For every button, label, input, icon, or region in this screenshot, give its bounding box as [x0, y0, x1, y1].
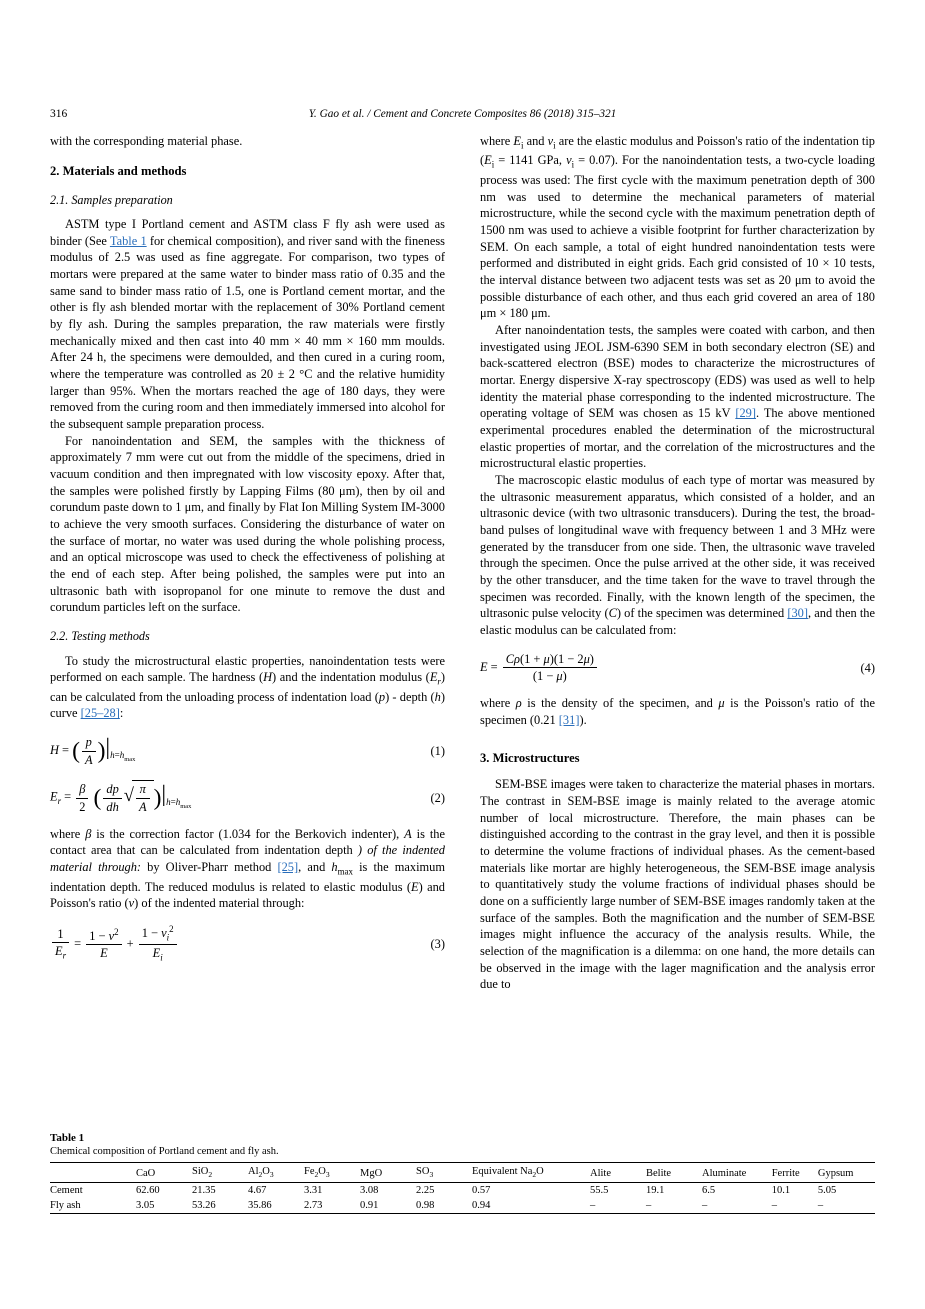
carryover-paragraph: with the corresponding material phase. [50, 134, 243, 148]
text-run: where [50, 826, 86, 841]
symbol-nu-i-sub: i [553, 140, 556, 151]
equation-4-number: (4) [860, 660, 875, 675]
text-run: To study the microstructural elastic properties, nanoindentation tests were performed on each sample. The hardness ( [50, 653, 445, 685]
table-cell: 3.31 [304, 1185, 323, 1197]
equation-4 [480, 651, 875, 685]
paragraph-sem-characterization [480, 322, 875, 472]
symbol-Ei-2: E [484, 153, 492, 168]
table-header-cell: Ferrite [772, 1163, 818, 1183]
text-run: and [523, 134, 548, 148]
table-cell: 21.35 [192, 1185, 216, 1197]
table-cell: 4.67 [248, 1185, 267, 1197]
paragraph-microstructures-1: SEM-BSE images were taken to characterize the material phases in mortars. The contrast in SEM-BSE image is mainly related to the average atomic number of local microstructure. Therefore, the main phases can be distinguished according to the contrast in the gray level, and then it is possible to determine the volume fractions of individual phases. As the cement-based materials like mortar are highly heterogeneous, the SEM-BSE image analysis to quantitatively study the volume fractions of individual phases should be done on a sufficiently large number of SEM-BSE images randomly taken at the surface of the samples. Both the magnification and the number of SEM-BSE images might influence the accuracy of the analysis results. While, the selection of the magnification is a dilemma: on one hand, the more details can be observed in the image with the lager magnification and the analysis error due to [480, 777, 875, 992]
table-cell: – [590, 1198, 646, 1214]
symbol-hmax-sub: max [337, 866, 353, 877]
table-cell: 2.25 [416, 1185, 435, 1197]
symbol-E-sub: r [437, 676, 441, 687]
two-column-body [50, 133, 875, 993]
equation-4-body: E = $\frac{C\rho(1 + \mu)(1 - 2\mu)}{(1 - \mu)}$ [480, 651, 853, 685]
symbol-rho: ρ [515, 696, 522, 711]
text-run: : [119, 706, 124, 721]
reference-link-25[interactable]: [25] [277, 860, 299, 875]
equation-1-body: H = ( $\frac{p}{A}$ )$|_{h=h_{max}}$ [50, 733, 136, 767]
text-run: ) of the specimen was determined [616, 606, 788, 621]
right-column [480, 133, 875, 993]
table-cell: 55.5 [590, 1185, 609, 1197]
symbol-nu-i-2: ν [566, 153, 572, 168]
table-1-label: Table 1 [50, 1132, 85, 1144]
section-heading-3: 3. Microstructures [480, 751, 580, 766]
equation-1 [50, 734, 445, 768]
symbol-nu-i: ν [547, 134, 554, 148]
subsection-heading-2-1: 2.1. Samples preparation [50, 192, 173, 207]
text-run: ) and the indentation modulus ( [272, 670, 430, 685]
text-run: is the maximum indentation depth. The reduced modulus is related to elastic modulus ( [50, 860, 445, 894]
text-run: , and then the elastic modulus can be calculated from: [480, 606, 875, 638]
paragraph-samples-preparation-1 [50, 216, 445, 433]
table-cell: 19.1 [646, 1185, 665, 1197]
symbol-nu-i-2-sub: i [571, 159, 575, 170]
table-cell: 53.26 [192, 1198, 248, 1214]
table-header-row [50, 1163, 875, 1183]
text-run: is the contact area that can be calculated from indentation depth [50, 826, 446, 858]
table-header-cell [50, 1163, 136, 1183]
equation-2 [50, 780, 445, 815]
table-cell: 0.94 [472, 1198, 590, 1214]
text-run: for chemical composition), and river sand with the fineness modulus of 2.5 was used as fine aggregate. For comparison, two types of mortars were prepared at the same water to binder mass ratio of 0.35 and the same sand to binder mass ratio of 1.5, one is Portland cement mortar, and the other is fly ash blended mortar with the replacement of 30% Portland cement by fly ash. During the samples preparation, the raw materials were firstly mechanically mixed and then cast into 40 mm × 40 mm × 160 mm moulds. After 24 h, the specimens were demoulded, and then cured in a curing room, where the temperature was controlled as 20 ± 2 °C and the relative humidity larger than 95%. When the mortars reached the age of 180 days, they were removed from the curing room and then immediately immersed into alcohol for the subsequent sample preparation process. [50, 233, 445, 432]
table-cell: 0.98 [416, 1198, 472, 1214]
table-row [50, 1183, 875, 1199]
table-1 [50, 1162, 875, 1214]
table-header-cell: Gypsum [818, 1163, 875, 1183]
table-cell: 0.91 [360, 1198, 416, 1214]
table-cell: – [818, 1198, 875, 1214]
table-1-block [50, 1132, 875, 1214]
table-header-cell: MgO [360, 1163, 416, 1183]
reference-link-25-28[interactable]: [25–28] [80, 706, 120, 721]
text-run: = 1141 GPa, [494, 153, 567, 168]
symbol-Ei: E [513, 134, 521, 148]
text-run: = 0.07). For the nanoindentation tests, a two-cycle loading process was used: The first cycle with the maximum penetration depth of 300 nm was used to determine the mechanical parameters of material microstructure, while the second cycle with the maximum penetration depth of 1500 nm was used to achieve a visible footprint for further characterization by SEM. On each sample, a total of eight hundred nanoindentation tests were performed and distributed in eight grids. Each grid consisted of 10 × 10 tests, the interval distance between two adjacent tests was set as 20 μm to avoid the possible disturbance of each other, and thus each grid covered an area of 180 μm × 180 μm. [480, 153, 875, 321]
symbol-Ei-2-sub: i [491, 159, 495, 170]
table-cell: 62.60 [136, 1185, 160, 1197]
symbol-beta: β [85, 826, 92, 841]
table-cell: 5.05 [817, 1185, 837, 1197]
text-run: , and [298, 860, 332, 875]
symbol-h: ) of the indented material through: [50, 843, 445, 875]
paragraph-samples-preparation-2: For nanoindentation and SEM, the samples with the thickness of approximately 7 mm were cut out from the middle of the specimens, dried in vacuum condition and then impregnated with low viscosity epoxy. After that, the samples were polished firstly by Lapping Films (80 μm), then by oil and corundum paste down to 1 μm, and finally by Flat Ion Milling System IM-3000 to achieve the very smooth surfaces. Considering the disturbance of water on the surface of mortar, no water was used during the whole polishing process, and an optical microscope was used to check the effectiveness of polishing at the end of each step. After being polished, the samples were put into an ultrasonic bath with isopropanol for one minute to remove the dust and corundum particles left on the surface. [50, 433, 445, 615]
table-row-label: Fly ash [50, 1198, 136, 1214]
symbol-p: p [378, 689, 386, 704]
table-cell: 2.73 [304, 1198, 360, 1214]
reference-link-30[interactable]: [30] [787, 606, 808, 621]
equation-1-number: (1) [430, 743, 445, 758]
symbol-Ei-sub: i [520, 140, 524, 151]
symbol-H: H [263, 670, 273, 685]
text-run: is the Poisson's ratio of the specimen (0.21 [480, 696, 875, 727]
table-cell: 3.08 [360, 1185, 379, 1197]
text-run: ) - depth ( [385, 689, 435, 704]
table-cell: – [646, 1198, 702, 1214]
symbol-h: h [434, 689, 441, 704]
table-cell: 10.1 [771, 1185, 791, 1197]
symbol-v: v [128, 896, 135, 911]
table-cell: 0.57 [472, 1185, 491, 1197]
text-run: ) can be calculated from the unloading process of indentation load ( [50, 670, 445, 704]
text-run: by Oliver-Pharr method [141, 860, 278, 875]
text-run: ASTM type I Portland cement and ASTM class F fly ash were used as binder (See [50, 217, 445, 248]
text-run: ) of the indented material through: [134, 896, 305, 911]
paragraph-density-poisson [480, 695, 875, 728]
symbol-A: A [404, 826, 412, 841]
equation-3-body: $\frac{1}{E_r}$ = $\frac{1 - \nu^2}{E}$ + $\frac{1 - \nu_i^2}{E_i}$ [50, 924, 423, 965]
table-cell: – [772, 1198, 818, 1214]
equation-2-body: $E_r$ = $\frac{\beta}{2}$ ( $\frac{dp}{dh}$ √ $\frac{\pi}{A}$ )$|_{h=h_{max}}$ [50, 780, 192, 815]
text-run: is the correction factor (1.034 for the Berkovich indenter), [91, 826, 405, 841]
table-cell: 35.86 [248, 1198, 304, 1214]
table-header-cell: CaO [136, 1163, 192, 1183]
section-heading-2: 2. Materials and methods [50, 163, 187, 178]
left-column [50, 133, 445, 993]
equation-2-number: (2) [430, 790, 445, 805]
paragraph-testing-methods-1 [50, 653, 445, 722]
symbol-hmax: h [331, 860, 338, 875]
paragraph-testing-methods-2 [50, 826, 445, 912]
table-cell: 6.5 [702, 1185, 716, 1197]
table-header-cell: Alite [590, 1163, 646, 1183]
text-run: is the density of the specimen, and [521, 696, 719, 711]
table-row-label: Cement [50, 1185, 83, 1197]
text-run: ). [579, 712, 587, 727]
text-run: are the elastic modulus and Poisson's ratio of the indentation tip ( [480, 134, 875, 168]
text-run: . The above mentioned experimental procedures enabled the determination of the microstructural elastic properties of mortar, and the correlation of the microstructures and the microstructural elastic properties. [480, 406, 875, 471]
table-1-link[interactable]: Table 1 [109, 233, 147, 248]
table-header-cell: $Fe_2O_3$ [304, 1163, 360, 1183]
table-row [50, 1198, 875, 1214]
paragraph-ultrasonic-measurement [480, 472, 875, 639]
symbol-mu: μ [718, 696, 725, 711]
table-header-cell: Aluminate [702, 1163, 772, 1183]
journal-citation: Y. Gao et al. / Cement and Concrete Composites 86 (2018) 315–321 [308, 108, 617, 120]
subsection-heading-2-2: 2.2. Testing methods [50, 629, 150, 644]
symbol-E: E [411, 879, 419, 894]
running-head [50, 108, 875, 122]
text-run: ) curve [50, 689, 445, 721]
reference-link-31[interactable]: [31] [558, 712, 580, 727]
text-run: ) and Poisson's ratio ( [50, 879, 445, 911]
paragraph-indentation-tip [480, 133, 875, 322]
text-run: The macroscopic elastic modulus of each type of mortar was measured by the ultrasonic measurement apparatus, which consisted of a holder, and an ultrasonic device (with two ultrasonic transducers). During the test, the broad-band pulses of longitudinal wave with frequency between 1 and 3 MHz were generated by the transducer from one side. Then, the ultrasonic wave traveled through the specimen. Once the pulse arrived at the other side, it was received by the other transducer, and the time taken for the wave to travel through the specimen was recorded. Finally, with the known length of the specimen, the ultrasonic pulse velocity ( [480, 473, 875, 621]
equation-3 [50, 924, 445, 965]
page-number: 316 [50, 108, 68, 120]
table-header-cell: SiO$_2$ [192, 1163, 248, 1183]
table-cell: – [702, 1198, 772, 1214]
table-header-cell: Equivalent $Na_2O$ [472, 1163, 590, 1183]
equation-3-number: (3) [430, 937, 445, 952]
text-run: After nanoindentation tests, the samples were coated with carbon, and then investigated using JEOL JSM-6390 SEM in both secondary electron (SE) and back-scattered electron (BSE) modes to characterize the microstructures of mortar. Energy dispersive X-ray spectroscopy (EDS) was used as well to help identity the material phase corresponding to the indented microstructure. The operating voltage of SEM was chosen as 15 kV [480, 322, 875, 421]
table-1-caption: Chemical composition of Portland cement and fly ash. [50, 1146, 279, 1157]
reference-link-29[interactable]: [29] [735, 406, 756, 421]
symbol-E: E [429, 670, 438, 685]
table-header-cell: Belite [646, 1163, 702, 1183]
table-header-cell: $SO_3$ [416, 1163, 472, 1183]
table-header-cell: $Al_2O_3$ [248, 1163, 304, 1183]
text-run: where [480, 696, 516, 711]
text-run: where [480, 134, 514, 148]
symbol-C: C [608, 606, 617, 621]
table-cell: 3.05 [136, 1198, 192, 1214]
